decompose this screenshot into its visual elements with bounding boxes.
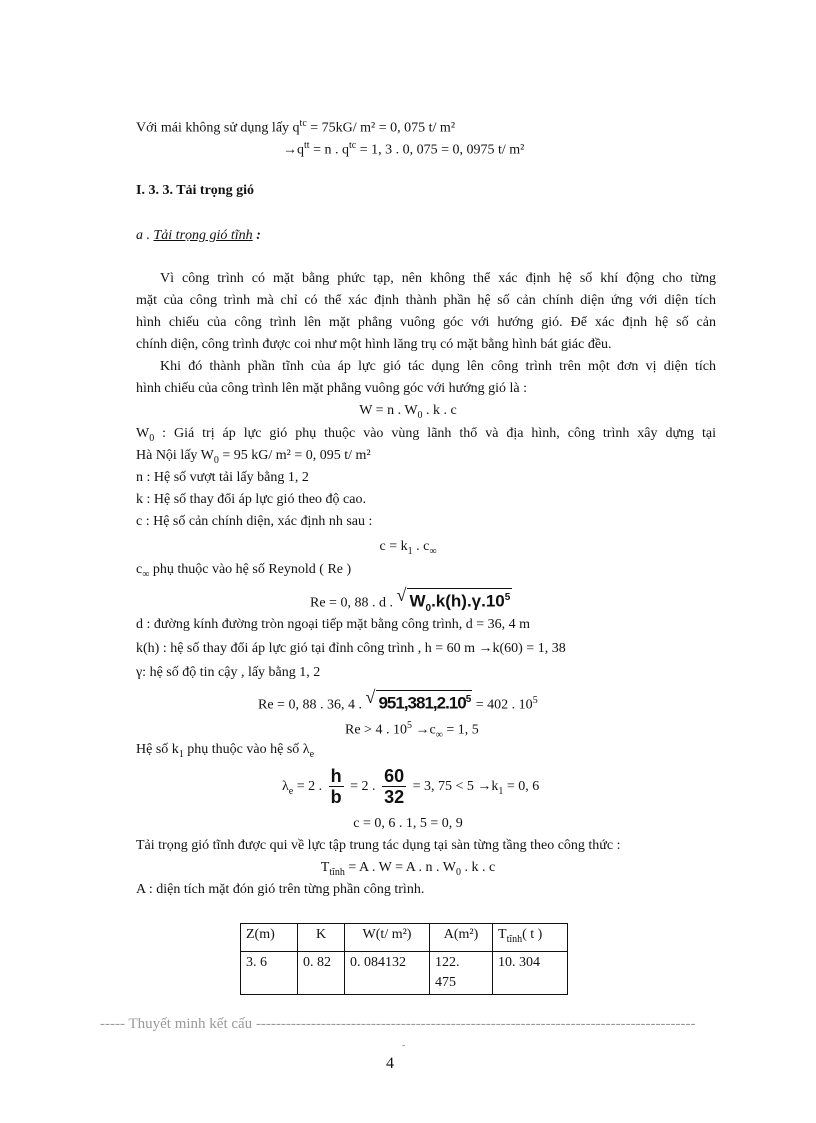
roof-load-line: Với mái không sử dụng lấy $q^{tc} = 75kG/$ m² = 0, 075 t/ m² — [136, 118, 456, 136]
area-definition: A : diện tích mặt đón gió trên từng phần công trình. — [136, 882, 425, 897]
def-n: n : Hệ số vượt tải lấy bằng 1, 2 — [136, 470, 309, 485]
cell-t: 10. 304 — [493, 951, 568, 994]
para2-line-1: Khi đó thành phần tĩnh của áp lực gió tác dụng lên công trình trên một đơn vị diện tích — [160, 359, 716, 374]
w0-definition-line-1: $W_0$ : Giá trị áp lực gió phụ thuộc vào vùng lãnh thổ và địa hình, công trình xây dựng tại — [136, 426, 716, 444]
equation-re-compare: Re > 4 . $10^5 \to c_\infty = 1$, 5 — [345, 720, 479, 741]
d-definition: d : đường kính đường tròn ngoại tiếp mặt bằng công trình, d = 36, 4 m — [136, 617, 531, 632]
para1-line-1: Vì công trình có mặt bằng phức tạp, nên không thể xác định hệ số khí động cho từng — [160, 271, 716, 286]
w0-definition-line-2: Hà Nội lấy $W_0 = 95$ kG/ m² = 0, 095 t/ m² — [136, 448, 371, 466]
header-z: Z(m) — [241, 924, 298, 952]
header-w: W(t/ m²) — [345, 924, 430, 952]
equation-re: Re = 0, 88 . d . √ $W_0.k(h).\gamma.10^5$ — [310, 588, 512, 618]
kh-definition: k(h) : hệ số thay đổi áp lực gió tại đỉnh công trình , h = 60 m →k(60) = 1, 38 — [136, 641, 566, 656]
def-c: c : Hệ số cản chính diện, xác định nh sau : — [136, 514, 373, 529]
header-t: $T_{tĩnh}$( t ) — [493, 924, 568, 952]
fraction-h-b: $\frac{h}{b}$ — [330, 766, 342, 808]
equation-c-numeric: c = 0, 6 . 1, 5 = 0, 9 — [353, 816, 463, 831]
cell-z: 3. 6 — [241, 951, 298, 994]
header-k: K — [298, 924, 345, 952]
equation-c: $c = k_1$ . $c_\infty$ — [379, 539, 437, 557]
sqrt-radical: √ $W_0.k(h).\gamma.10^5$ — [396, 588, 512, 618]
para1-line-2: mặt của công trình mà chỉ có thể xác định thành phần hệ số cản chính diện ứng với diện tích — [136, 293, 716, 308]
equation-re-numeric: Re = 0, 88 . 36, 4 . √ $951,381,2.10^5 = 402$ . $10^5$ — [258, 687, 538, 713]
header-a: A(m²) — [430, 924, 493, 952]
k1-line: Hệ số $k_1$ phụ thuộc vào hệ số $\lambda_e$ — [136, 742, 315, 760]
para1-line-3: hình chiếu của công trình lên mặt phẳng vuông góc với hướng gió. Để xác định hệ số cản — [136, 315, 716, 330]
footer-mark: - — [402, 1040, 406, 1051]
footer-title: Thuyết minh kết cấu — [128, 1016, 253, 1032]
cell-a: 122. 475 — [430, 951, 493, 994]
cinf-line: $c_\infty$ phụ thuộc vào hệ số Reynold ( Re ) — [136, 562, 352, 580]
table-row — [241, 951, 568, 994]
roof-design-load-line: $\to q^{tt} = n$ . $q^{tc} = 1$, 3 . 0, 075 = 0, 0975 t/ m² — [283, 140, 525, 158]
para1-line-4: chính diện, công trình được coi như một hình lăng trụ có mặt bằng hình bát giác đều. — [136, 337, 612, 352]
page-number: 4 — [386, 1055, 394, 1072]
fraction-60-32: $\frac{60}{32}$ — [384, 766, 405, 808]
para2-line-2: hình chiếu của công trình lên mặt phẳng vuông góc với hướng gió là : — [136, 381, 527, 396]
static-load-line: Tải trọng gió tĩnh được qui về lực tập trung tác dụng tại sàn từng tầng theo công thức : — [136, 838, 621, 853]
equation-t: $T_{tĩnh} = A$ . W = A . n . $W_0$ . k . c — [320, 860, 496, 878]
cell-w: 0. 084132 — [345, 951, 430, 994]
sqrt-radical-numeric: √ 951,381,2.10$^5$ — [365, 687, 471, 713]
page-footer: ----- Thuyết minh kết cấu ---------------------------------------------------------------------------------------- — [100, 1016, 696, 1032]
equation-lambda: $\lambda_e = 2$ . $\frac{h}{b}$ = 2 . $\frac{60}{32}$ = 3, $75 < 5 \to k_1 = 0$, 6 — [282, 766, 540, 808]
subsection-heading: a . Tải trọng gió tĩnh : — [136, 228, 261, 243]
wind-load-table — [240, 923, 568, 995]
equation-w: W = n . $W_0$ . k . c — [359, 403, 457, 421]
gamma-definition: γ: hệ số độ tin cậy , lấy bằng 1, 2 — [136, 665, 321, 680]
def-k: k : Hệ số thay đổi áp lực gió theo độ cao. — [136, 492, 366, 507]
cell-k: 0. 82 — [298, 951, 345, 994]
section-heading: I. 3. 3. Tải trọng gió — [136, 183, 254, 198]
table-header-row — [241, 924, 568, 952]
